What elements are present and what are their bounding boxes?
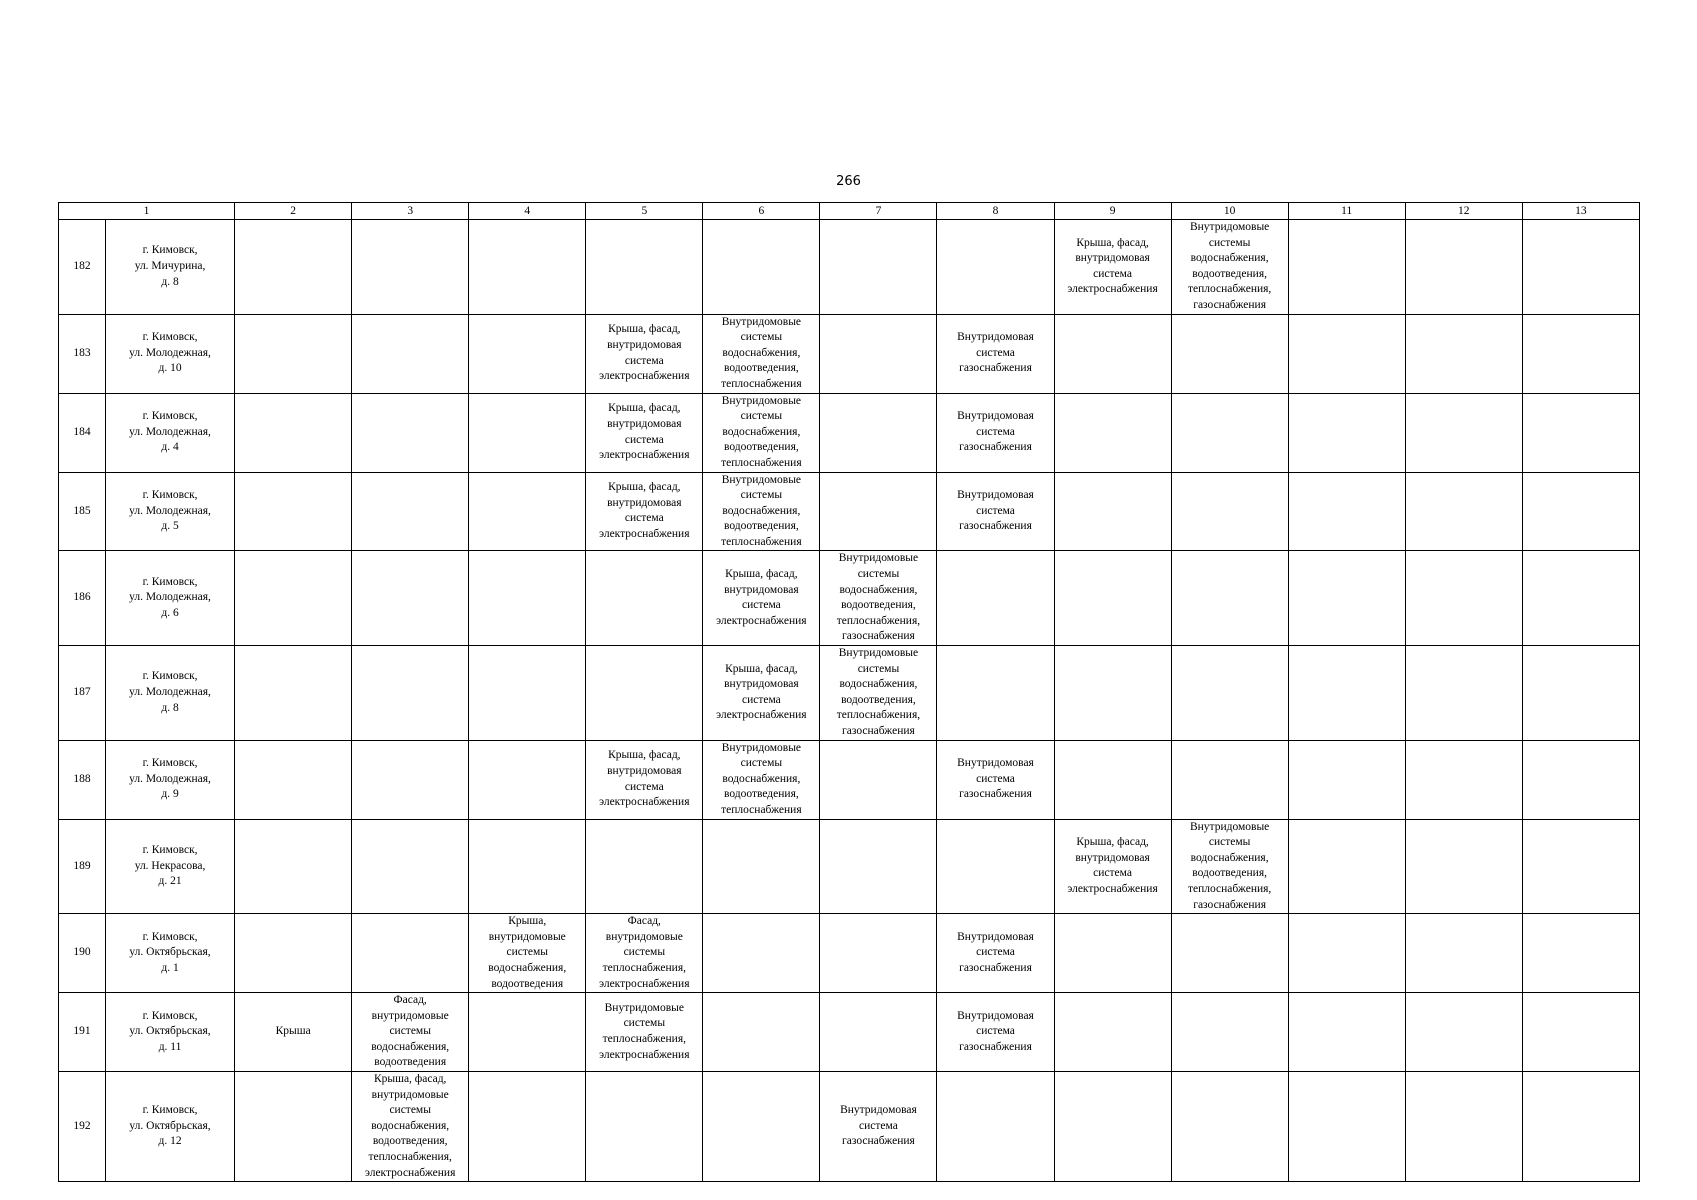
work-cell-col-5: Крыша, фасад, внутридомовая система электроснабжения [586, 314, 703, 393]
work-cell-col-7: Внутридомовые системы водоснабжения, водоотведения, теплоснабжения, газоснабжения [820, 551, 937, 646]
work-cell-col-4 [469, 220, 586, 315]
column-header: 11 [1288, 203, 1405, 220]
work-cell-col-9 [1054, 646, 1171, 741]
column-header: 6 [703, 203, 820, 220]
work-cell-col-4 [469, 646, 586, 741]
work-cell-col-3 [352, 220, 469, 315]
work-cell-col-13 [1522, 220, 1639, 315]
column-header: 7 [820, 203, 937, 220]
work-cell-col-7 [820, 914, 937, 993]
work-cell-col-2 [235, 472, 352, 551]
page-number: 266 [836, 174, 861, 189]
work-cell-col-11 [1288, 819, 1405, 914]
work-cell-col-10 [1171, 740, 1288, 819]
work-cell-col-11 [1288, 220, 1405, 315]
work-cell-col-11 [1288, 646, 1405, 741]
work-cell-col-5 [586, 551, 703, 646]
work-cell-col-2 [235, 740, 352, 819]
work-cell-col-11 [1288, 1072, 1405, 1182]
work-cell-col-4 [469, 1072, 586, 1182]
work-cell-col-6: Внутридомовые системы водоснабжения, водоотведения, теплоснабжения [703, 393, 820, 472]
work-cell-col-3 [352, 740, 469, 819]
column-header: 13 [1522, 203, 1639, 220]
work-cell-col-2 [235, 393, 352, 472]
row-number-cell: 191 [59, 993, 106, 1072]
work-cell-col-12 [1405, 393, 1522, 472]
work-cell-col-9 [1054, 551, 1171, 646]
table-row [59, 472, 1640, 551]
work-cell-col-7 [820, 819, 937, 914]
column-header: 5 [586, 203, 703, 220]
work-cell-col-8 [937, 220, 1054, 315]
work-cell-col-9 [1054, 472, 1171, 551]
row-number-cell: 187 [59, 646, 106, 741]
work-cell-col-13 [1522, 819, 1639, 914]
column-header: 10 [1171, 203, 1288, 220]
work-cell-col-9 [1054, 914, 1171, 993]
work-cell-col-9 [1054, 314, 1171, 393]
work-cell-col-5 [586, 220, 703, 315]
work-cell-col-8 [937, 819, 1054, 914]
work-cell-col-13 [1522, 314, 1639, 393]
work-cell-col-10 [1171, 393, 1288, 472]
work-cell-col-10 [1171, 551, 1288, 646]
column-header: 4 [469, 203, 586, 220]
work-cell-col-2 [235, 819, 352, 914]
work-cell-col-4: Крыша, внутридомовые системы водоснабжения, водоотведения [469, 914, 586, 993]
work-cell-col-8 [937, 551, 1054, 646]
row-number-cell: 186 [59, 551, 106, 646]
work-cell-col-7: Внутридомовые системы водоснабжения, водоотведения, теплоснабжения, газоснабжения [820, 646, 937, 741]
work-cell-col-4 [469, 819, 586, 914]
address-cell: г. Кимовск, ул. Молодежная, д. 9 [106, 740, 235, 819]
work-cell-col-7: Внутридомовая система газоснабжения [820, 1072, 937, 1182]
work-cell-col-12 [1405, 740, 1522, 819]
work-cell-col-5: Крыша, фасад, внутридомовая система электроснабжения [586, 393, 703, 472]
work-cell-col-10 [1171, 646, 1288, 741]
work-cell-col-3 [352, 393, 469, 472]
work-cell-col-10 [1171, 1072, 1288, 1182]
registry-table [58, 202, 1640, 1182]
address-cell: г. Кимовск, ул. Молодежная, д. 5 [106, 472, 235, 551]
row-number-cell: 188 [59, 740, 106, 819]
work-cell-col-12 [1405, 819, 1522, 914]
work-cell-col-11 [1288, 551, 1405, 646]
table-row [59, 993, 1640, 1072]
work-cell-col-13 [1522, 1072, 1639, 1182]
work-cell-col-10 [1171, 993, 1288, 1072]
work-cell-col-5: Крыша, фасад, внутридомовая система электроснабжения [586, 740, 703, 819]
work-cell-col-11 [1288, 314, 1405, 393]
work-cell-col-10 [1171, 914, 1288, 993]
work-cell-col-10: Внутридомовые системы водоснабжения, водоотведения, теплоснабжения, газоснабжения [1171, 819, 1288, 914]
table-row [59, 1072, 1640, 1182]
work-cell-col-2 [235, 914, 352, 993]
work-cell-col-5 [586, 1072, 703, 1182]
work-cell-col-12 [1405, 646, 1522, 741]
work-cell-col-7 [820, 314, 937, 393]
column-header: 12 [1405, 203, 1522, 220]
work-cell-col-8: Внутридомовая система газоснабжения [937, 393, 1054, 472]
work-cell-col-5 [586, 646, 703, 741]
column-header: 8 [937, 203, 1054, 220]
work-cell-col-4 [469, 993, 586, 1072]
work-cell-col-12 [1405, 551, 1522, 646]
work-cell-col-6 [703, 914, 820, 993]
work-cell-col-9: Крыша, фасад, внутридомовая система электроснабжения [1054, 819, 1171, 914]
work-cell-col-4 [469, 740, 586, 819]
work-cell-col-6: Внутридомовые системы водоснабжения, водоотведения, теплоснабжения [703, 472, 820, 551]
row-number-cell: 192 [59, 1072, 106, 1182]
work-cell-col-7 [820, 393, 937, 472]
work-cell-col-5: Внутридомовые системы теплоснабжения, электроснабжения [586, 993, 703, 1072]
work-cell-col-8: Внутридомовая система газоснабжения [937, 740, 1054, 819]
work-cell-col-13 [1522, 646, 1639, 741]
work-cell-col-8: Внутридомовая система газоснабжения [937, 914, 1054, 993]
work-cell-col-6: Внутридомовые системы водоснабжения, водоотведения, теплоснабжения [703, 314, 820, 393]
work-cell-col-13 [1522, 551, 1639, 646]
work-cell-col-3 [352, 551, 469, 646]
address-cell: г. Кимовск, ул. Молодежная, д. 10 [106, 314, 235, 393]
table-body [59, 220, 1640, 1182]
column-header: 1 [59, 203, 235, 220]
column-header: 2 [235, 203, 352, 220]
work-cell-col-12 [1405, 993, 1522, 1072]
work-cell-col-2 [235, 314, 352, 393]
work-cell-col-2 [235, 646, 352, 741]
work-cell-col-8: Внутридомовая система газоснабжения [937, 472, 1054, 551]
address-cell: г. Кимовск, ул. Молодежная, д. 8 [106, 646, 235, 741]
table-row [59, 314, 1640, 393]
work-cell-col-3: Крыша, фасад, внутридомовые системы водоснабжения, водоотведения, теплоснабжения, электроснабжения [352, 1072, 469, 1182]
table-row [59, 819, 1640, 914]
work-cell-col-11 [1288, 993, 1405, 1072]
table-row [59, 393, 1640, 472]
work-cell-col-2 [235, 551, 352, 646]
work-cell-col-12 [1405, 914, 1522, 993]
address-cell: г. Кимовск, ул. Октябрьская, д. 1 [106, 914, 235, 993]
work-cell-col-7 [820, 472, 937, 551]
work-cell-col-2: Крыша [235, 993, 352, 1072]
work-cell-col-6 [703, 819, 820, 914]
table-row [59, 220, 1640, 315]
work-cell-col-3 [352, 914, 469, 993]
work-cell-col-11 [1288, 740, 1405, 819]
work-cell-col-9 [1054, 393, 1171, 472]
work-cell-col-3 [352, 314, 469, 393]
table-header [59, 203, 1640, 220]
column-header: 9 [1054, 203, 1171, 220]
work-cell-col-13 [1522, 914, 1639, 993]
table-row [59, 646, 1640, 741]
work-cell-col-9: Крыша, фасад, внутридомовая система электроснабжения [1054, 220, 1171, 315]
column-header: 3 [352, 203, 469, 220]
work-cell-col-11 [1288, 393, 1405, 472]
table-row [59, 740, 1640, 819]
address-cell: г. Кимовск, ул. Некрасова, д. 21 [106, 819, 235, 914]
row-number-cell: 183 [59, 314, 106, 393]
table-row [59, 914, 1640, 993]
address-cell: г. Кимовск, ул. Молодежная, д. 4 [106, 393, 235, 472]
work-cell-col-6 [703, 1072, 820, 1182]
row-number-cell: 185 [59, 472, 106, 551]
row-number-cell: 189 [59, 819, 106, 914]
work-cell-col-10: Внутридомовые системы водоснабжения, водоотведения, теплоснабжения, газоснабжения [1171, 220, 1288, 315]
work-cell-col-10 [1171, 472, 1288, 551]
work-cell-col-8 [937, 646, 1054, 741]
work-cell-col-9 [1054, 1072, 1171, 1182]
work-cell-col-9 [1054, 993, 1171, 1072]
work-cell-col-8: Внутридомовая система газоснабжения [937, 314, 1054, 393]
address-cell: г. Кимовск, ул. Октябрьская, д. 12 [106, 1072, 235, 1182]
work-cell-col-4 [469, 472, 586, 551]
work-cell-col-7 [820, 740, 937, 819]
work-cell-col-13 [1522, 740, 1639, 819]
work-cell-col-7 [820, 220, 937, 315]
work-cell-col-4 [469, 314, 586, 393]
work-cell-col-12 [1405, 220, 1522, 315]
row-number-cell: 184 [59, 393, 106, 472]
work-cell-col-8 [937, 1072, 1054, 1182]
table-row [59, 551, 1640, 646]
address-cell: г. Кимовск, ул. Октябрьская, д. 11 [106, 993, 235, 1072]
work-cell-col-5: Крыша, фасад, внутридомовая система электроснабжения [586, 472, 703, 551]
work-cell-col-4 [469, 393, 586, 472]
address-cell: г. Кимовск, ул. Молодежная, д. 6 [106, 551, 235, 646]
work-cell-col-5 [586, 819, 703, 914]
work-cell-col-6 [703, 220, 820, 315]
work-cell-col-4 [469, 551, 586, 646]
work-cell-col-12 [1405, 1072, 1522, 1182]
work-cell-col-6: Крыша, фасад, внутридомовая система электроснабжения [703, 551, 820, 646]
work-cell-col-6: Крыша, фасад, внутридомовая система электроснабжения [703, 646, 820, 741]
work-cell-col-6: Внутридомовые системы водоснабжения, водоотведения, теплоснабжения [703, 740, 820, 819]
row-number-cell: 182 [59, 220, 106, 315]
work-cell-col-12 [1405, 314, 1522, 393]
work-cell-col-7 [820, 993, 937, 1072]
header-row [59, 203, 1640, 220]
work-cell-col-11 [1288, 914, 1405, 993]
work-cell-col-13 [1522, 472, 1639, 551]
address-cell: г. Кимовск, ул. Мичурина, д. 8 [106, 220, 235, 315]
work-cell-col-8: Внутридомовая система газоснабжения [937, 993, 1054, 1072]
work-cell-col-3: Фасад, внутридомовые системы водоснабжения, водоотведения [352, 993, 469, 1072]
work-cell-col-11 [1288, 472, 1405, 551]
work-cell-col-2 [235, 1072, 352, 1182]
work-cell-col-13 [1522, 993, 1639, 1072]
row-number-cell: 190 [59, 914, 106, 993]
work-cell-col-5: Фасад, внутридомовые системы теплоснабжения, электроснабжения [586, 914, 703, 993]
work-cell-col-2 [235, 220, 352, 315]
work-cell-col-3 [352, 472, 469, 551]
work-cell-col-12 [1405, 472, 1522, 551]
work-cell-col-3 [352, 646, 469, 741]
work-cell-col-13 [1522, 393, 1639, 472]
work-cell-col-10 [1171, 314, 1288, 393]
work-cell-col-6 [703, 993, 820, 1072]
work-cell-col-9 [1054, 740, 1171, 819]
work-cell-col-3 [352, 819, 469, 914]
